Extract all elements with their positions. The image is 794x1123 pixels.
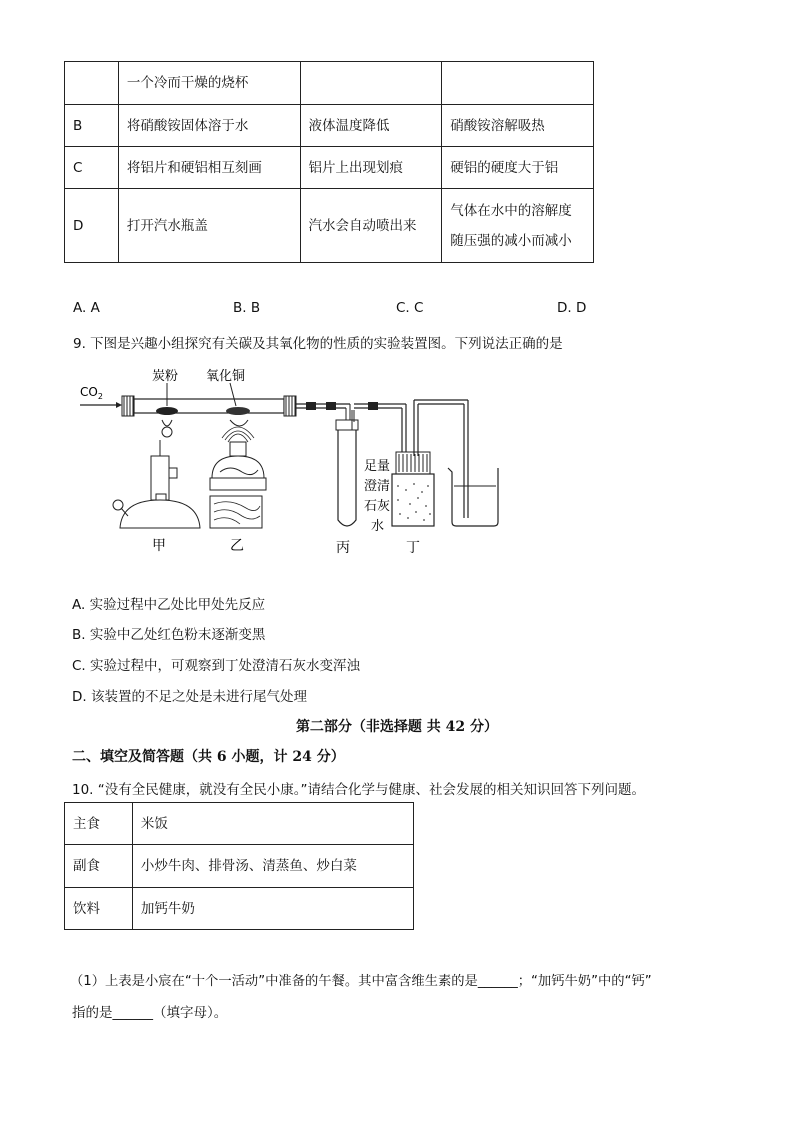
conclusion-cell [442,189,594,263]
carbon-label: 炭粉 [152,369,179,384]
lime-label-3: 石灰 [364,499,391,514]
ding-apparatus [390,400,468,526]
part-2-title: 第二部分（非选择题 共 42 分） [295,719,499,735]
row-label: C [65,147,119,189]
conclusion-line: 气体在水中的溶解度 [450,202,572,219]
lime-label-1: 足量 [364,459,391,474]
table-row [65,62,594,105]
lime-label-4: 水 [371,519,385,534]
section-2-title: 二、填空及简答题（共 6 小题，计 24 分） [72,749,345,765]
option-a: A. A [73,300,100,316]
label-bing: 丙 [336,540,350,556]
conclusion-cell [442,62,594,105]
category-cell: 主食 [65,803,133,845]
table-row [65,147,594,189]
row-label [65,62,119,105]
co2-label: $CO_2$ [80,385,103,401]
beaker [448,468,498,526]
q9-option-d: D. 该装置的不足之处是未进行尾气处理 [72,689,307,705]
q9-option-c: C. 实验过程中，可观察到丁处澄清石灰水变浑浊 [72,658,361,674]
conclusion-cell: 硝酸铵溶解吸热 [442,105,594,147]
q10-sub1-line2: 指的是______（填字母）。 [72,1005,228,1021]
option-d: D. D [557,300,587,316]
phenomenon-cell: 铝片上出现划痕 [300,147,442,189]
carbon-powder [156,407,178,415]
table-row [65,888,414,930]
operation-cell: 一个冷而干燥的烧杯 [118,62,300,105]
lime-label-2: 澄清 [364,479,391,494]
phenomenon-cell: 液体温度降低 [300,105,442,147]
table-row [65,105,594,147]
label-yi: 乙 [230,538,244,554]
conclusion-cell: 硬铝的硬度大于铝 [442,147,594,189]
option-c: C. C [396,300,424,316]
experiment-table [64,61,594,263]
q9-option-b: B. 实验中乙处红色粉末逐渐变黑 [72,627,266,643]
conclusion-line: 随压强的减小而减小 [450,232,572,249]
question-9-stem: 9. 下图是兴趣小组探究有关碳及其氧化物的性质的实验装置图。下列说法正确的是 [73,336,563,352]
table-row [65,189,594,263]
label-ding: 丁 [406,540,420,556]
jia-apparatus [113,420,200,528]
operation-cell: 将铝片和硬铝相互刻画 [118,147,300,189]
cuo-powder [226,407,250,415]
option-b: B. B [233,300,261,316]
row-label: B [65,105,119,147]
table-row [65,803,414,845]
operation-cell: 打开汽水瓶盖 [118,189,300,263]
row-label: D [65,189,119,263]
item-cell: 加钙牛奶 [132,888,413,930]
table-row [65,845,414,888]
item-cell: 米饭 [132,803,413,845]
question-10-stem: 10. “没有全民健康，就没有全民小康。”请结合化学与健康、社会发展的相关知识回答下列问题。 [72,782,645,798]
item-cell: 小炒牛肉、排骨汤、清蒸鱼、炒白菜 [132,845,413,888]
cuo-label: 氧化铜 [206,369,246,384]
phenomenon-cell: 汽水会自动喷出来 [300,189,442,263]
q10-sub1-line1: （1）上表是小宸在“十个一活动”中准备的午餐。其中富含维生素的是______；“加钙牛奶”中的“钙” [70,974,652,989]
category-cell: 饮料 [65,888,133,930]
operation-cell: 将硝酸铵固体溶于水 [118,105,300,147]
category-cell: 副食 [65,845,133,888]
apparatus-diagram [70,360,510,560]
phenomenon-cell [300,62,442,105]
yi-apparatus [210,420,266,528]
lunch-table [64,802,414,930]
q9-option-a: A. 实验过程中乙处比甲处先反应 [72,597,266,613]
label-jia: 甲 [152,538,166,554]
